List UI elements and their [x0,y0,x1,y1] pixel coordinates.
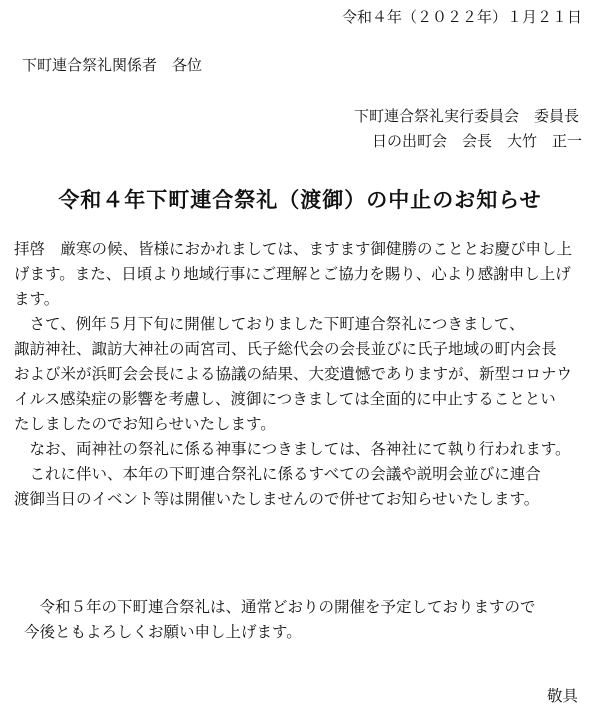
body-line: なお、両神社の祭礼に係る神事につきましては、各神社にて執り行われます。 [14,440,571,458]
sender-block [354,104,582,154]
body-line: ます。 [14,290,60,308]
body-line: 拝啓 厳寒の候、皆様におかれましては、ますます御健勝のこととお慶び申し上 [14,240,573,258]
closing-line: 今後ともよろしくお願い申し上げます。 [24,623,302,641]
closing-paragraph [24,595,536,645]
sender-organization: 下町連合祭礼実行委員会 委員長 [353,107,579,125]
body-line: 諏訪神社、諏訪大神社の両宮司、氏子総代会の会長並びに氏子地域の町内会長 [14,340,557,358]
body-line: たしましたのでお知らせいたします。 [14,415,276,433]
body-line: イルス感染症の影響を考慮し、渡御につきましては全面的に中止することとい [14,390,556,408]
body-line: 渡御当日のイベント等は開催いたしませんので併せてお知らせいたします。 [14,490,540,508]
closing-line: 令和５年の下町連合祭礼は、通常どおりの開催を予定しておりますので [24,598,536,616]
body-line: さて、例年５月下旬に開催しておりました下町連合祭礼につきまして、 [14,315,525,333]
letter-date: 令和４年（２０２２年）１月２１日 [341,8,582,26]
body-line: および米が浜町会会長による協議の結果、大変遺憾でありますが、新型コロナウ [14,365,573,383]
sender-name: 日の出町会 会長 大竹 正一 [371,132,582,150]
body-line: げます。また、日頃より地域行事にご理解とご協力を賜り、心より感謝申し上げ [14,265,571,283]
document-title: 令和４年下町連合祭礼（渡御）の中止のお知らせ [58,188,542,212]
addressee: 下町連合祭礼関係者 各位 [22,56,203,74]
letter-body [14,237,594,512]
sign-off: 敬具 [546,687,578,705]
body-line: これに伴い、本年の下町連合祭礼に係るすべての会議や説明会並びに連合 [14,465,541,483]
